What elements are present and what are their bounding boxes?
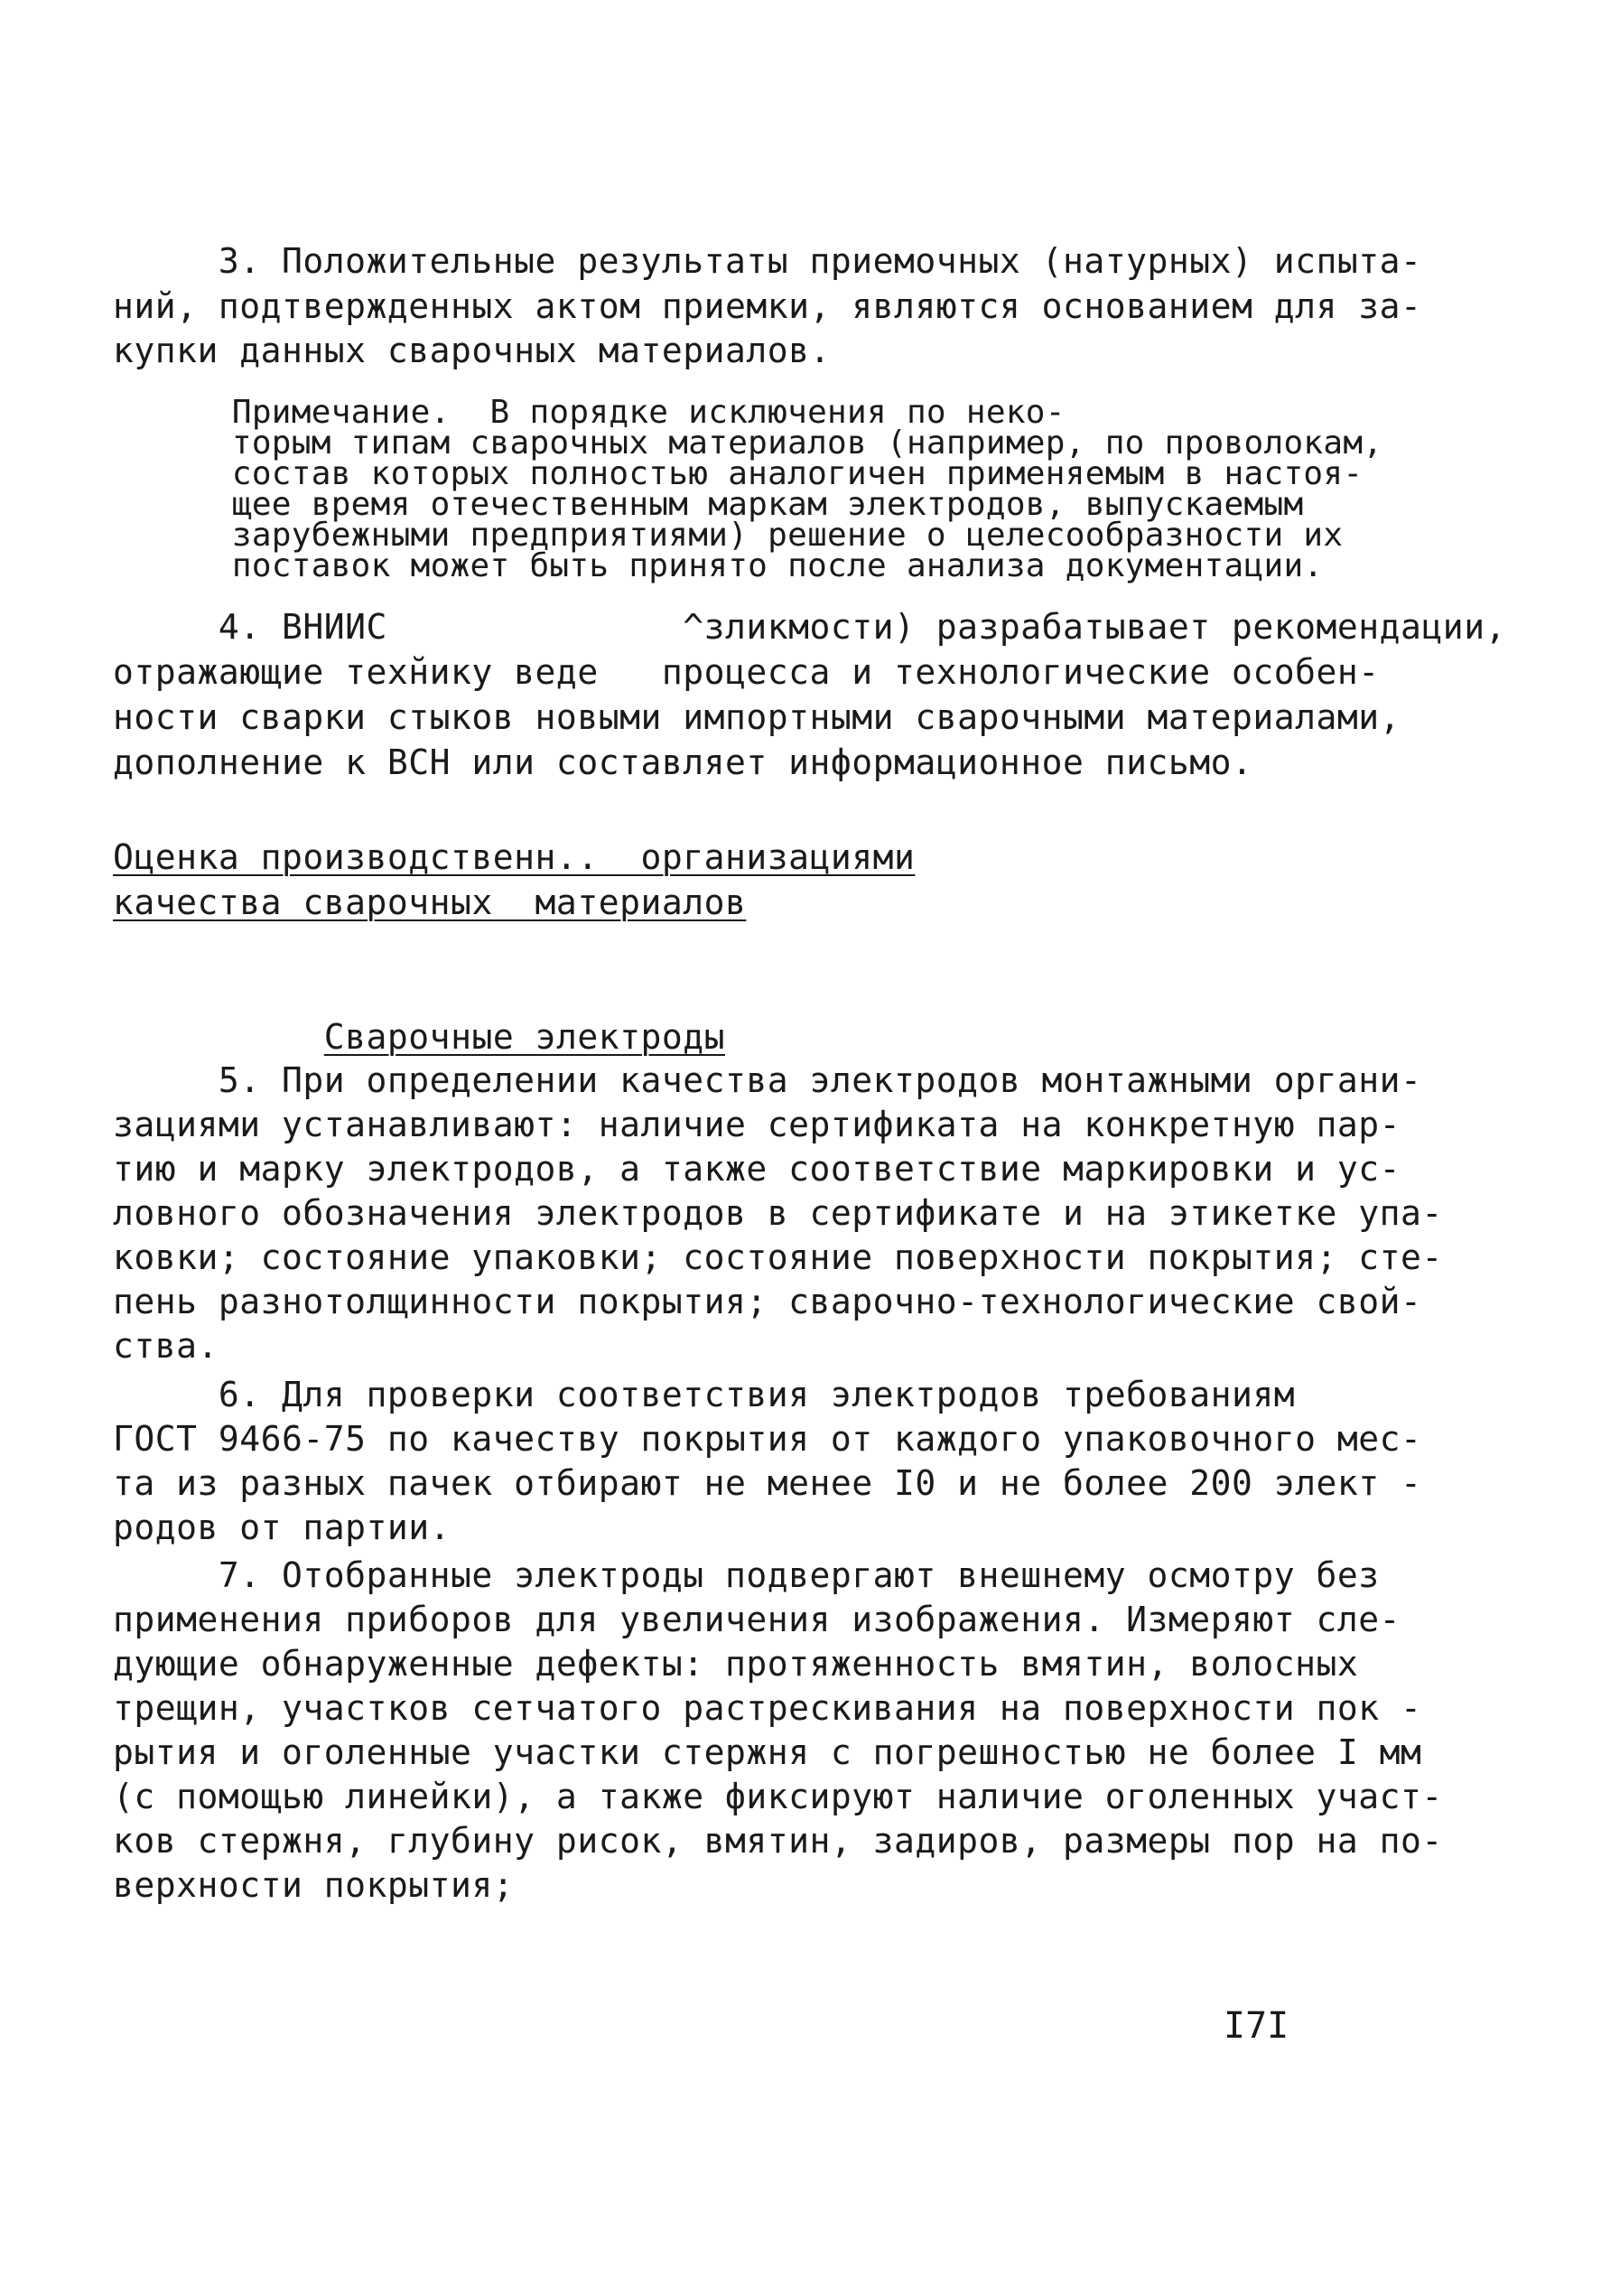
- paragraph-7-line-1: 7. Отобранные электроды подвергают внешнему осмотру без: [113, 1555, 1380, 1595]
- paragraph-4-line-4: дополнение к ВСН или составляет информационное письмо.: [113, 742, 1253, 782]
- page-number: I7I: [1224, 2005, 1289, 2047]
- paragraph-6-line-4: родов от партии.: [113, 1507, 451, 1547]
- paragraph-6-line-2: ГОСТ 9466-75 по качеству покрытия от каждого упаковочного мес-: [113, 1419, 1422, 1459]
- note-line-2: торым типам сварочных материалов (например, по проволокам,: [113, 425, 1383, 462]
- note-line-3: состав которых полностью аналогичен применяемым в настоя-: [113, 455, 1364, 492]
- paragraph-5-line-1: 5. При определении качества электродов монтажными органи-: [113, 1060, 1422, 1100]
- paragraph-4-line-3: ности сварки стыков новыми импортными сварочными материалами,: [113, 697, 1401, 737]
- paragraph-5-line-7: ства.: [113, 1326, 219, 1366]
- paragraph-7-line-7: ков стержня, глубину рисок, вмятин, задиров, размеры пор на по-: [113, 1821, 1443, 1861]
- paragraph-4-line-2: отражающие техн̆ику веде процесса и технологические особен-: [113, 652, 1380, 692]
- paragraph-7-line-3: дующие обнаруженные дефекты: протяженность вмятин, волосных: [113, 1644, 1359, 1684]
- paragraph-5-line-6: пень разнотолщинности покрытия; сварочно-технологические свой-: [113, 1282, 1422, 1321]
- section-heading-line-2: качества сварочных материалов: [113, 882, 747, 922]
- paragraph-7-line-6: (с помощью линейки), а также фиксируют наличие оголенных участ-: [113, 1777, 1443, 1816]
- paragraph-7-line-2: применения приборов для увеличения изображения. Измеряют сле-: [113, 1600, 1401, 1639]
- note-line-1: Примечание. В порядке исключения по неко-: [113, 394, 1066, 431]
- paragraph-6-line-3: та из разных пачек отбирают не менее I0 и не более 200 элект -: [113, 1463, 1422, 1503]
- section-heading-line-1: Оценка производственн.. организациями: [113, 837, 916, 877]
- note-line-5: зарубежными предприятиями) решение о целесообразности их: [113, 517, 1344, 554]
- paragraph-3-line-1: 3. Положительные результаты приемочных (натурных) испыта-: [113, 241, 1422, 281]
- note-line-4: щее время отечественным маркам электродов, выпускаемым: [113, 486, 1304, 523]
- paragraph-3-line-2: ний, подтвержденных актом приемки, являются основанием для за-: [113, 286, 1422, 326]
- paragraph-5-line-5: ковки; состояние упаковки; состояние поверхности покрытия; сте-: [113, 1237, 1443, 1277]
- paragraph-6-line-1: 6. Для проверки соответствия электродов требованиям: [113, 1375, 1296, 1414]
- paragraph-4-line-1: 4. ВНИИС ^зликмости) разрабатывает рекомендации,: [113, 607, 1506, 647]
- subheading-text: Сварочные электроды: [323, 1017, 725, 1057]
- paragraph-5-line-3: тию и марку электродов, а также соответствие маркировки и ус-: [113, 1149, 1401, 1189]
- paragraph-7-line-8: верхности покрытия;: [113, 1865, 515, 1905]
- paragraph-7-line-4: трещин, участков сетчатого растрескивания на поверхности пок -: [113, 1688, 1422, 1728]
- paragraph-5-line-2: зациями устанавливают: наличие сертификата на конкретную пар-: [113, 1105, 1401, 1144]
- subheading-indent: [198, 1017, 324, 1057]
- paragraph-5-line-4: ловного обозначения электродов в сертификате и на этикетке упа-: [113, 1193, 1443, 1233]
- paragraph-3-line-3: купки данных сварочных материалов.: [113, 331, 831, 370]
- paragraph-7-line-5: рытия и оголенные участки стержня с погрешностью не более I мм: [113, 1732, 1422, 1772]
- note-line-6: поставок может быть принято после анализа документации.: [113, 547, 1324, 584]
